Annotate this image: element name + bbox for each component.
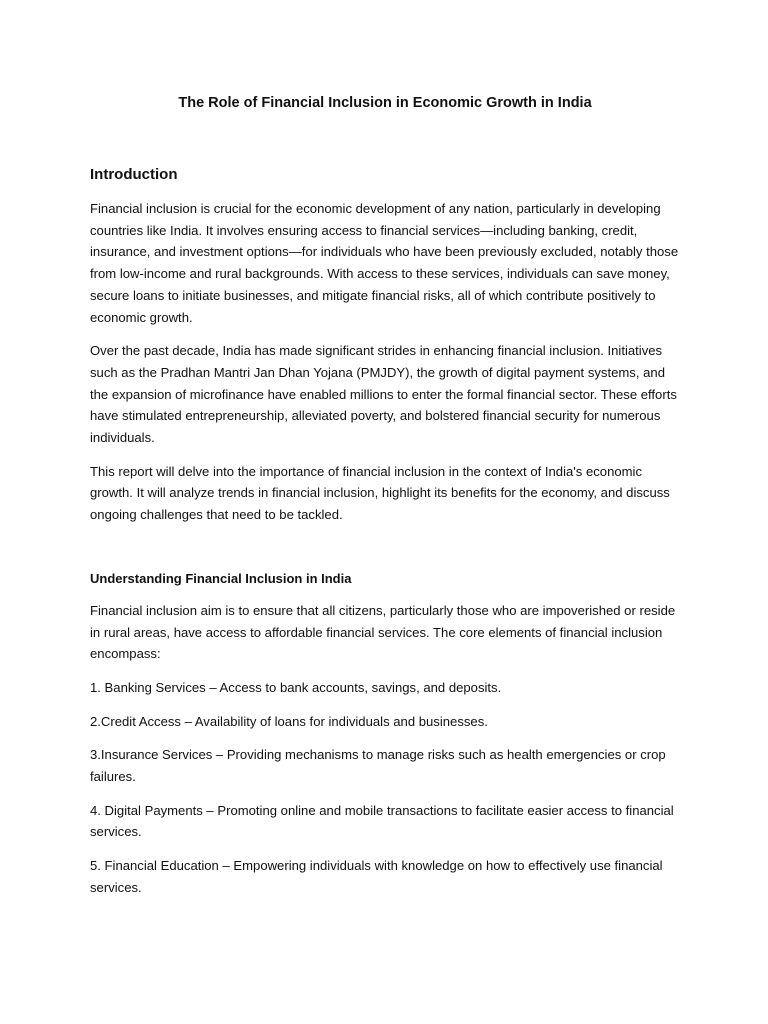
understanding-heading: Understanding Financial Inclusion in India <box>90 570 352 586</box>
section-spacer <box>90 538 680 568</box>
document-title: The Role of Financial Inclusion in Economic Growth in India <box>178 95 592 111</box>
list-item: 2.Credit Access – Availability of loans for individuals and businesses. <box>90 713 488 729</box>
list-item: 3.Insurance Services – Providing mechanisms to manage risks such as health emergencies or crop failures. <box>90 747 666 785</box>
introduction-paragraph-2: Over the past decade, India has made significant strides in enhancing financial inclusion. Initiatives such as the Pradhan Mantri Jan Dhan Yojana (PMJDY), the growth of digital payment systems, and the expansion of microfinance have enabled millions to enter the formal financial sector. These efforts have stimulated entrepreneurship, alleviated poverty, and bolstered financial security for numerous individuals. <box>90 343 677 446</box>
introduction-heading: Introduction <box>90 166 178 183</box>
list-item: 1. Banking Services – Access to bank accounts, savings, and deposits. <box>90 679 502 695</box>
list-item: 5. Financial Education – Empowering individuals with knowledge on how to effectively use financial services. <box>90 858 663 895</box>
understanding-intro-paragraph: Financial inclusion aim is to ensure that all citizens, particularly those who are impoverished or reside in rural areas, have access to affordable financial services. The core elements of financial inclusion encompass: <box>90 602 676 662</box>
introduction-paragraph-1: Financial inclusion is crucial for the economic development of any nation, particularly in developing countries like India. It involves ensuring access to financial services—including banking, credit, insurance, and investment options—for individuals who have been previously excluded, notably those from low-income and rural backgrounds. With access to these services, individuals can save money, secure loans to initiate businesses, and mitigate financial risks, all of which contribute positively to economic growth. <box>90 201 679 325</box>
document-body <box>90 92 680 911</box>
list-item: 4. Digital Payments – Promoting online and mobile transactions to facilitate easier access to financial services. <box>90 802 674 840</box>
introduction-paragraph-3: This report will delve into the importance of financial inclusion in the context of India's economic growth. It will analyze trends in financial inclusion, highlight its benefits for the economy, and discuss ongoing challenges that need to be tackled. <box>90 463 670 523</box>
